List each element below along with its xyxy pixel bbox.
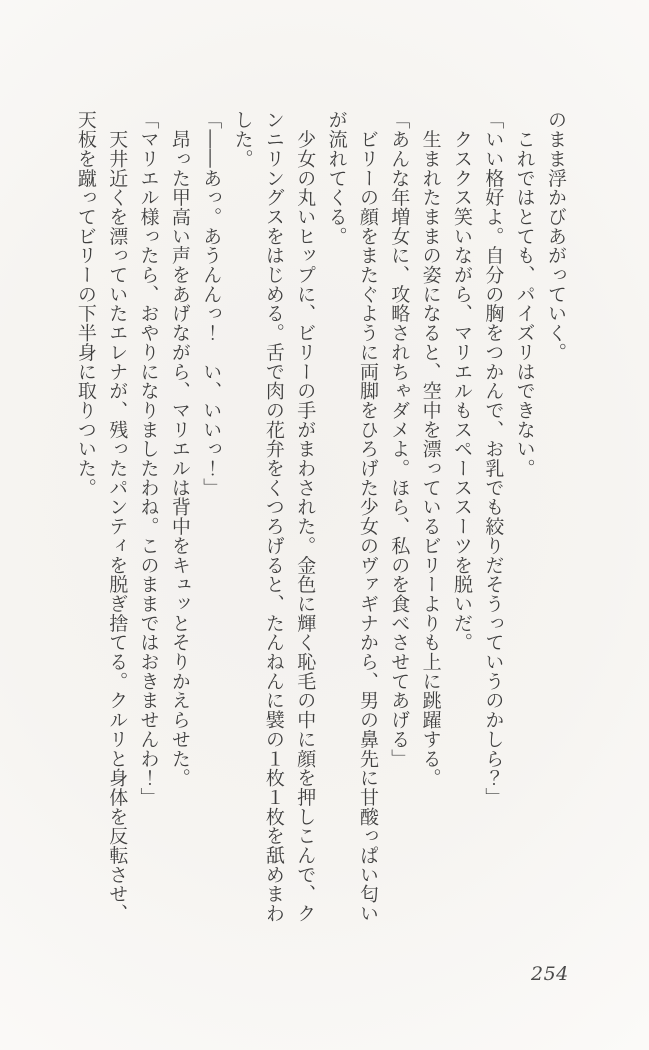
paragraph: 「あんな年増女に、攻略されちゃダメよ。ほら、私のを食べさせてあげる」 [388, 110, 411, 768]
paragraph: クスクス笑いながら、マリエルもスペーススーツを脱いだ。 [450, 110, 473, 652]
paragraph: 少女の丸いヒップに、ビリーの手がまわされた。金色に輝く恥毛の中に顔を押しこんで、クンニリングスをはじめる。舌で肉の花弁をくつろげると、たんねんに襞の１枚１枚を舐めまわした。 [231, 110, 317, 923]
page-number: 254 [531, 963, 569, 985]
paragraph: 「――あっ。あうんんっ！ い、いいっ！」 [200, 110, 223, 497]
paragraph: これではとても、パイズリはできない。 [513, 110, 536, 478]
paragraph: 生まれたままの姿になると、空中を漂っているビリーよりも上に跳躍する。 [419, 110, 442, 788]
paragraph: 「マリエル様ったら、おやりになりましたわね。このままではおきませんわ！」 [137, 110, 160, 807]
paragraph: 天井近くを漂っていたエレナが、残ったパンティを脱ぎ捨てる。クルリと身体を反転させ、天板を蹴ってビリーの下半身に取りついた。 [74, 110, 129, 923]
paragraph: 「いい格好よ。自分の胸をつかんで、お乳でも絞りだそうっていうのかしら？」 [482, 110, 505, 807]
paragraph: のまま浮かびあがっていく。 [545, 110, 567, 362]
paragraph: ビリーの顔をまたぐように両脚をひろげた少女のヴァギナから、男の鼻先に甘酸っぱい匂いが流れてくる。 [325, 110, 379, 923]
page-text [69, 110, 571, 924]
paragraph: 昂った甲高い声をあげながら、マリエルは背中をキュッとそりかえらせた。 [168, 110, 191, 788]
